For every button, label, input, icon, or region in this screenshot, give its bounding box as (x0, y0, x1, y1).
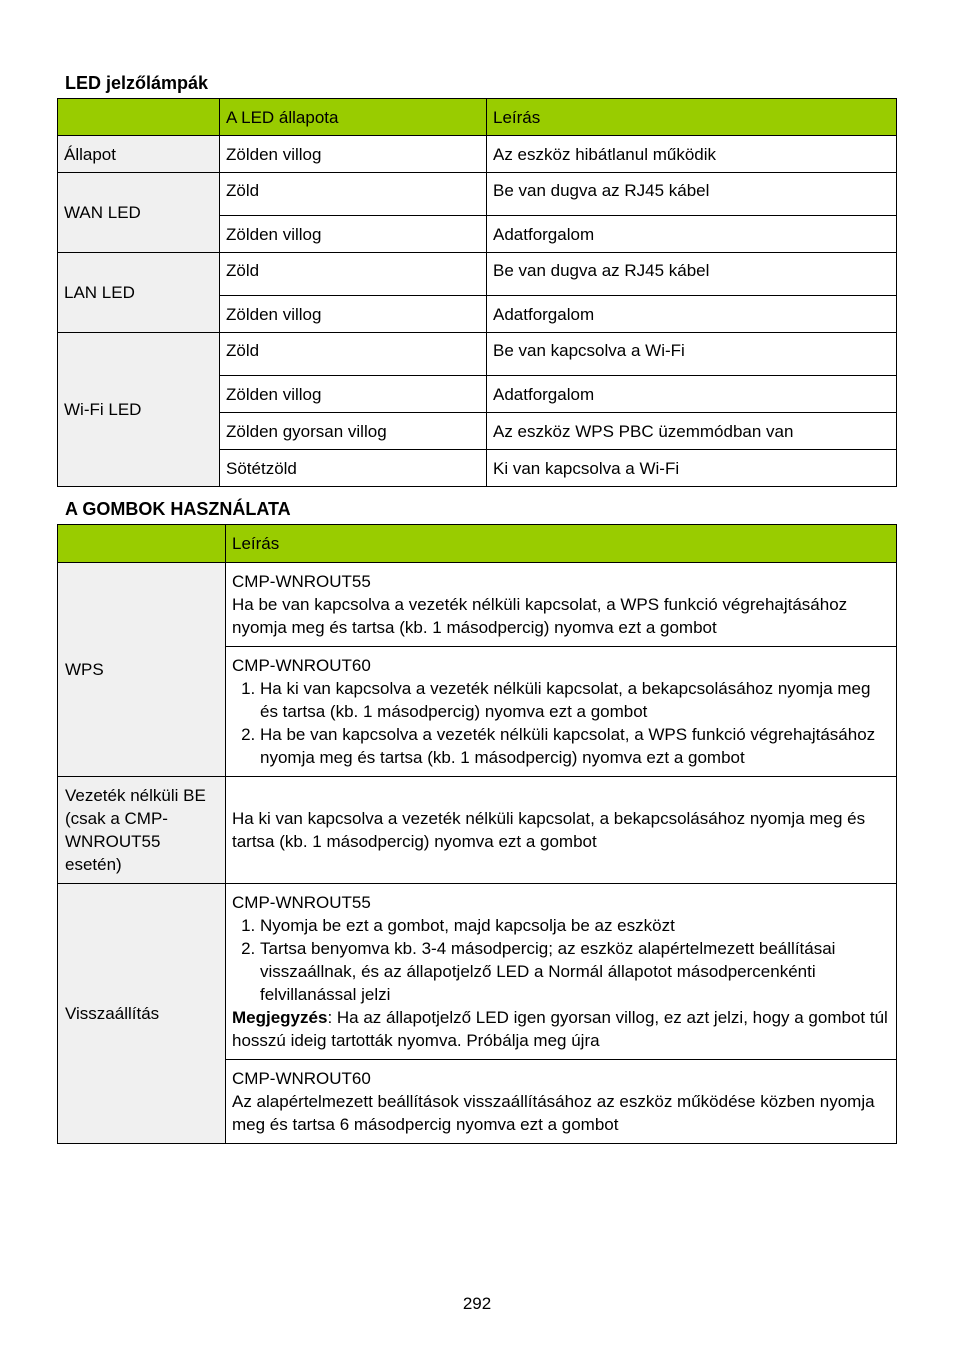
table-row (58, 563, 897, 647)
led-state: Zölden villog (220, 376, 487, 413)
led-state: Zölden villog (220, 216, 487, 253)
note (232, 1006, 890, 1052)
led-table (57, 98, 897, 487)
led-description: Be van kapcsolva a Wi-Fi (487, 333, 897, 376)
led-description: Be van dugva az RJ45 kábel (487, 253, 897, 296)
button-description (226, 884, 897, 1060)
led-state: Zöld (220, 333, 487, 376)
led-name-wan: WAN LED (58, 173, 220, 253)
table-row (58, 884, 897, 1060)
led-table-header (58, 99, 897, 136)
list-item: 1. Nyomja be ezt a gombot, majd kapcsolja be az eszközt (260, 914, 890, 937)
table-row (58, 777, 897, 884)
led-state: Zöld (220, 173, 487, 216)
led-name-lan: LAN LED (58, 253, 220, 333)
led-state: Sötétzöld (220, 450, 487, 487)
model-label: CMP-WNROUT55 (232, 572, 371, 591)
led-description: Adatforgalom (487, 216, 897, 253)
page-number: 292 (462, 1294, 492, 1313)
led-description: Adatforgalom (487, 296, 897, 333)
header-cell-description: Leírás (226, 525, 897, 563)
model-label: CMP-WNROUT60 (232, 656, 371, 675)
led-state: Zölden gyorsan villog (220, 413, 487, 450)
led-description: Az eszköz WPS PBC üzemmódban van (487, 413, 897, 450)
led-description: Ki van kapcsolva a Wi-Fi (487, 450, 897, 487)
buttons-section-title: A GOMBOK HASZNÁLATA (65, 499, 291, 519)
led-name-allapot: Állapot (58, 136, 220, 173)
table-row (58, 333, 897, 376)
led-name-wifi: Wi-Fi LED (58, 333, 220, 487)
note-label: Megjegyzés (232, 1008, 328, 1027)
table-row (58, 173, 897, 216)
list-item: 2. Tartsa benyomva kb. 3-4 másodpercig; az eszköz alapértelmezett beállításai visszaállnak, és az állapotjelző LED a Normál állapotot másodpercenkénti felvillanással jelzi (260, 937, 890, 1006)
buttons-table (57, 524, 897, 1144)
led-state: Zöld (220, 253, 487, 296)
list-item: 2. Ha be van kapcsolva a vezeték nélküli kapcsolat, a WPS funkció végrehajtásához nyomja meg és tartsa (kb. 1 másodpercig) nyomva ezt a gombot (260, 723, 890, 769)
led-description: Adatforgalom (487, 376, 897, 413)
led-description: Az eszköz hibátlanul működik (487, 136, 897, 173)
model-label: CMP-WNROUT55 (232, 893, 371, 912)
led-state: Zölden villog (220, 296, 487, 333)
buttons-table-header (58, 525, 897, 563)
led-section-title: LED jelzőlámpák (65, 73, 209, 93)
table-row (58, 253, 897, 296)
description-text: Ha be van kapcsolva a vezeték nélküli kapcsolat, a WPS funkció végrehajtásához nyomja meg és tartsa (kb. 1 másodpercig) nyomva ezt a gombot (232, 595, 848, 637)
button-description (226, 1060, 897, 1144)
header-cell-empty (58, 99, 220, 136)
button-description (226, 563, 897, 647)
list-item: 1. Ha ki van kapcsolva a vezeték nélküli kapcsolat, a bekapcsolásához nyomja meg és tartsa (kb. 1 másodpercig) nyomva ezt a gombot (260, 677, 890, 723)
numbered-list (232, 914, 890, 1006)
header-cell-empty (58, 525, 226, 563)
led-state: Zölden villog (220, 136, 487, 173)
button-name-reset: Visszaállítás (58, 884, 226, 1144)
button-name-wireless: Vezeték nélküli BE (csak a CMP-WNROUT55 esetén) (58, 777, 226, 884)
button-description (226, 647, 897, 777)
header-cell-led-state: A LED állapota (220, 99, 487, 136)
button-description: Ha ki van kapcsolva a vezeték nélküli kapcsolat, a bekapcsolásához nyomja meg és tartsa (kb. 1 másodpercig) nyomva ezt a gombot (226, 777, 897, 884)
model-label: CMP-WNROUT60 (232, 1069, 371, 1088)
table-row (58, 136, 897, 173)
led-description: Be van dugva az RJ45 kábel (487, 173, 897, 216)
description-text: Az alapértelmezett beállítások visszaállításához az eszköz működése közben nyomja meg és tartsa 6 másodpercig nyomva ezt a gombot (232, 1092, 875, 1134)
note-text: : Ha az állapotjelző LED igen gyorsan villog, ez azt jelzi, hogy a gombot túl hosszú ideig tartották nyomva. Próbálja meg újra (232, 1008, 888, 1050)
button-name-wps: WPS (58, 563, 226, 777)
header-cell-description: Leírás (487, 99, 897, 136)
numbered-list (232, 677, 890, 769)
